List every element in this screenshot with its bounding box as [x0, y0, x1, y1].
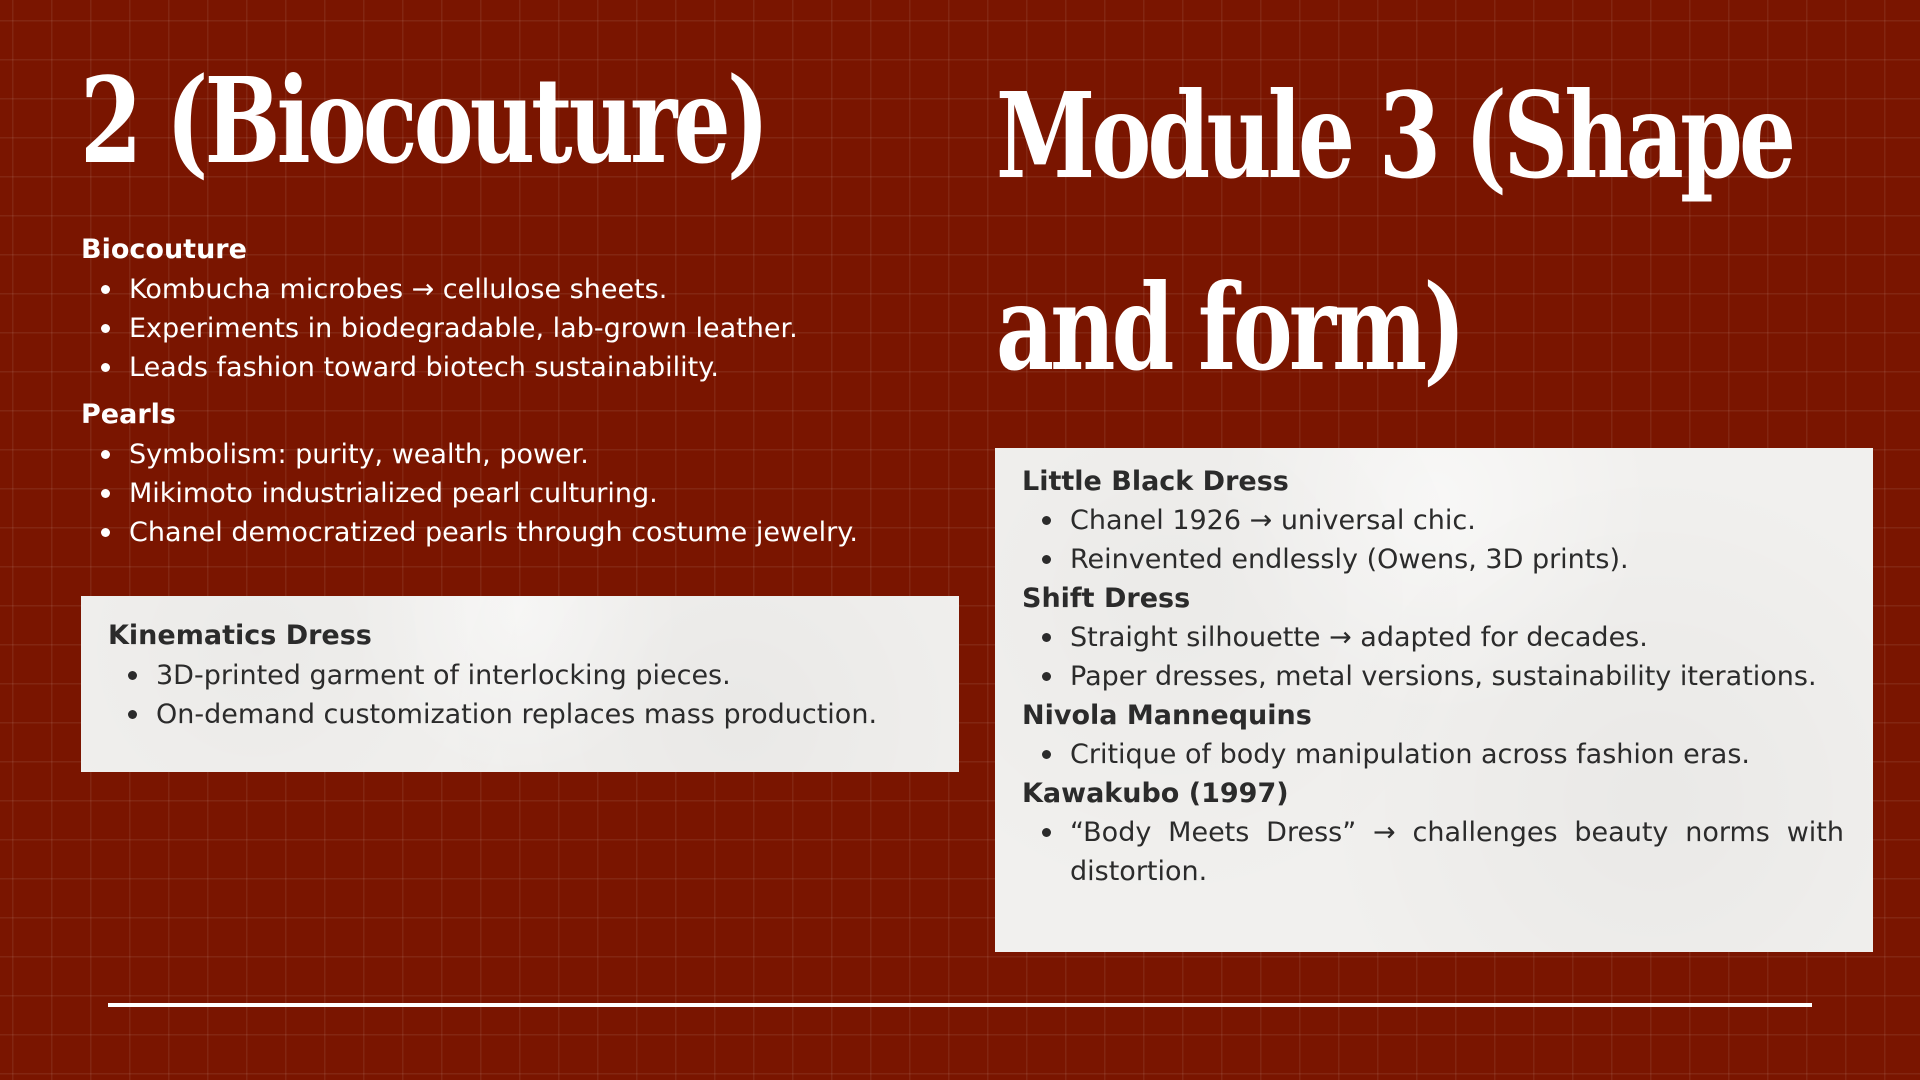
section-heading-biocouture: Biocouture: [81, 234, 247, 265]
bullet-icon: [101, 489, 110, 498]
list-item: [1022, 618, 1844, 657]
shift-dress-list: [1022, 618, 1844, 696]
list-item: [108, 695, 948, 734]
bullet-icon: [128, 671, 137, 680]
section-heading-nivola-mannequins: Nivola Mannequins: [1022, 700, 1312, 731]
list-item: [81, 513, 941, 552]
bullet-icon: [101, 324, 110, 333]
bullet-icon: [101, 285, 110, 294]
little-black-dress-list: [1022, 501, 1844, 579]
list-item-text: Leads fashion toward biotech sustainability.: [129, 352, 719, 383]
bullet-icon: [1042, 555, 1051, 564]
list-item: [81, 309, 941, 348]
section-heading-shift-dress: Shift Dress: [1022, 583, 1191, 614]
list-item: [81, 435, 941, 474]
list-item: [81, 270, 941, 309]
left-notes: [81, 230, 941, 560]
right-title-line-2: and form): [996, 258, 1463, 397]
bullet-icon: [1042, 516, 1051, 525]
list-item: [1022, 540, 1844, 579]
list-item: [108, 656, 948, 695]
list-item-text: Experiments in biodegradable, lab-grown leather.: [129, 313, 798, 344]
list-item-text: Symbolism: purity, wealth, power.: [129, 439, 589, 470]
nivola-mannequins-list: [1022, 735, 1844, 774]
bullet-icon: [1042, 633, 1051, 642]
list-item-text: Mikimoto industrialized pearl culturing.: [129, 478, 658, 509]
list-item-text: Paper dresses, metal versions, sustainability iterations.: [1070, 661, 1817, 692]
section-heading-kawakubo: Kawakubo (1997): [1022, 778, 1289, 809]
bullet-icon: [101, 528, 110, 537]
list-item: [1022, 657, 1844, 696]
list-item-text: 3D-printed garment of interlocking pieces.: [156, 660, 731, 691]
pearls-list: [81, 435, 941, 552]
kinematics-card: [81, 596, 959, 772]
bullet-icon: [1042, 750, 1051, 759]
list-item: [81, 348, 941, 387]
list-item: [1022, 501, 1844, 540]
list-item: [1022, 735, 1844, 774]
bullet-icon: [101, 363, 110, 372]
right-title: [996, 40, 1792, 424]
list-item-text: Straight silhouette → adapted for decades.: [1070, 622, 1648, 653]
list-item: [1022, 813, 1844, 891]
section-heading-kinematics-dress: Kinematics Dress: [108, 620, 372, 651]
bullet-icon: [128, 710, 137, 719]
list-item-text: Critique of body manipulation across fashion eras.: [1070, 739, 1750, 770]
right-title-line-1: Module 3 (Shape: [996, 66, 1793, 205]
left-title: 2 (Biocouture): [80, 51, 766, 190]
list-item-text: Chanel democratized pearls through costume jewelry.: [129, 517, 858, 548]
biocouture-list: [81, 270, 941, 387]
list-item-text: Reinvented endlessly (Owens, 3D prints).: [1070, 544, 1629, 575]
bullet-icon: [1042, 828, 1051, 837]
kinematics-list: [108, 656, 948, 734]
divider-line: [108, 1003, 1812, 1007]
section-heading-little-black-dress: Little Black Dress: [1022, 466, 1289, 497]
list-item-text: “Body Meets Dress” → challenges beauty norms with distortion.: [1070, 817, 1844, 887]
bullet-icon: [101, 450, 110, 459]
list-item-text: Kombucha microbes → cellulose sheets.: [129, 274, 668, 305]
shape-and-form-card: [995, 448, 1873, 952]
bullet-icon: [1042, 672, 1051, 681]
list-item-text: Chanel 1926 → universal chic.: [1070, 505, 1476, 536]
section-heading-pearls: Pearls: [81, 399, 176, 430]
kawakubo-list: [1022, 813, 1844, 891]
list-item-text: On-demand customization replaces mass production.: [156, 699, 878, 730]
list-item: [81, 474, 941, 513]
